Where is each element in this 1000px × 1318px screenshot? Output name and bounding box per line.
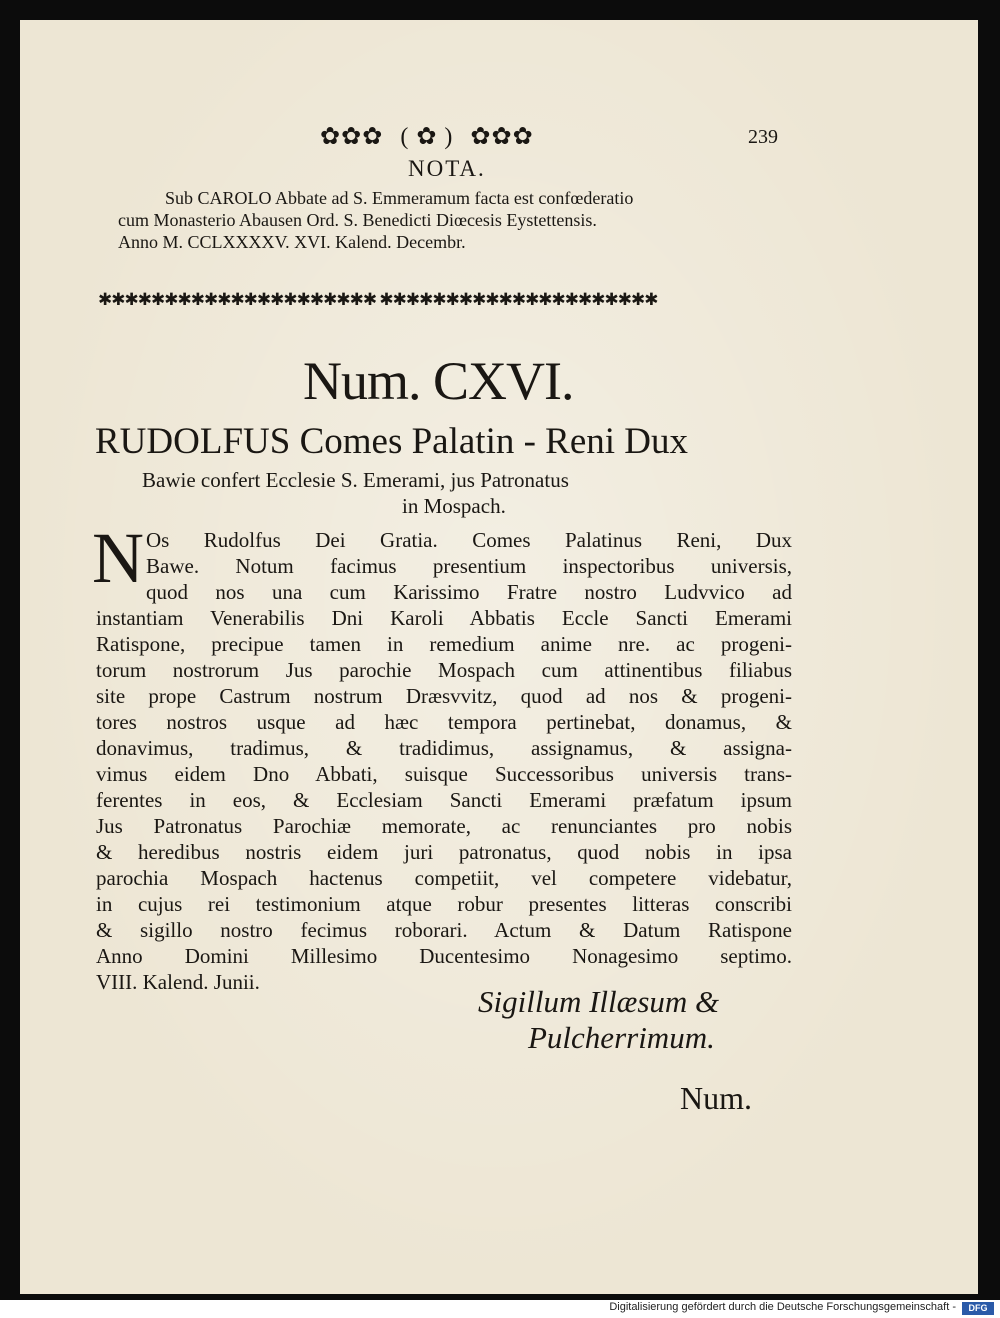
charter-subtitle: Bawie confert Ecclesie S. Emerami, jus Patronatus <box>142 468 569 492</box>
seal-note: Sigillum Illæsum & <box>478 984 720 1019</box>
nota-line: cum Monasterio Abausen Ord. S. Benedicti Diœcesis Eystettensis. <box>118 210 597 230</box>
body-line: Anno Domini Millesimo Ducentesimo Nonagesimo septimo. <box>96 944 792 968</box>
body-line: quod nos una cum Karissimo Fratre nostro Ludvvico ad <box>146 580 792 604</box>
body-line: instantiam Venerabilis Dni Karoli Abbatis Eccle Sancti Emerami <box>96 606 792 630</box>
body-line: Jus Patronatus Parochiæ memorate, ac renunciantes pro nobis <box>96 814 792 838</box>
footer-credit: Digitalisierung gefördert durch die Deutsche Forschungsgemeinschaft - <box>609 1301 956 1313</box>
dfg-logo-icon: DFG <box>962 1302 994 1315</box>
nota-line: Sub CAROLO Abbate ad S. Emmeramum facta est confœderatio <box>165 188 634 208</box>
body-line: vimus eidem Dno Abbati, suisque Successoribus universis trans- <box>96 762 792 786</box>
body-line: & heredibus nostris eidem juri patronatus, quod nobis in ipsa <box>96 840 792 864</box>
charter-number: Num. CXVI. <box>303 351 574 411</box>
seal-note: Pulcherrimum. <box>528 1020 715 1055</box>
body-line: site prope Castrum nostrum Dræsvvitz, quod ad nos & progeni- <box>96 684 792 708</box>
body-line: donavimus, tradimus, & tradidimus, assignamus, & assigna- <box>96 736 792 760</box>
page-number: 239 <box>748 126 778 148</box>
ornament-left: ✿✿✿ <box>320 124 384 150</box>
footer-bar <box>0 1300 1000 1318</box>
nota-heading: NOTA. <box>408 156 486 181</box>
ornament-middle: ( ✿ ) <box>400 124 454 150</box>
body-line: parochia Mospach hactenus competiit, vel competere videbatur, <box>96 866 792 890</box>
header-ornament <box>320 122 534 151</box>
drop-initial: N <box>92 518 144 598</box>
body-line: tores nostros usque ad hæc tempora pertinebat, donamus, & <box>96 710 792 734</box>
body-line: VIII. Kalend. Junii. <box>96 970 260 994</box>
body-line: ferentes in eos, & Ecclesiam Sancti Emerami præfatum ipsum <box>96 788 792 812</box>
body-line: torum nostrorum Jus parochie Mospach cum attinentibus filiabus <box>96 658 792 682</box>
catchword: Num. <box>680 1080 752 1116</box>
book-page <box>20 20 978 1294</box>
star-separator: ✱✱✱✱✱✱✱✱✱✱✱✱✱✱✱✱✱✱✱✱✱ ✱✱✱✱✱✱✱✱✱✱✱✱✱✱✱✱✱✱✱✱✱ <box>98 290 658 309</box>
body-line: & sigillo nostro fecimus roborari. Actum & Datum Ratispone <box>96 918 792 942</box>
charter-subtitle: in Mospach. <box>402 494 506 518</box>
body-line: Os Rudolfus Dei Gratia. Comes Palatinus Reni, Dux <box>146 528 792 552</box>
nota-line: Anno M. CCLXXXXV. XVI. Kalend. Decembr. <box>118 232 466 252</box>
ornament-right: ✿✿✿ <box>470 124 534 150</box>
charter-title: RUDOLFUS Comes Palatin - Reni Dux <box>95 421 689 462</box>
body-line: Bawe. Notum facimus presentium inspectoribus universis, <box>146 554 792 578</box>
body-line: in cujus rei testimonium atque robur presentes litteras conscribi <box>96 892 792 916</box>
body-line: Ratispone, precipue tamen in remedium anime nre. ac progeni- <box>96 632 792 656</box>
